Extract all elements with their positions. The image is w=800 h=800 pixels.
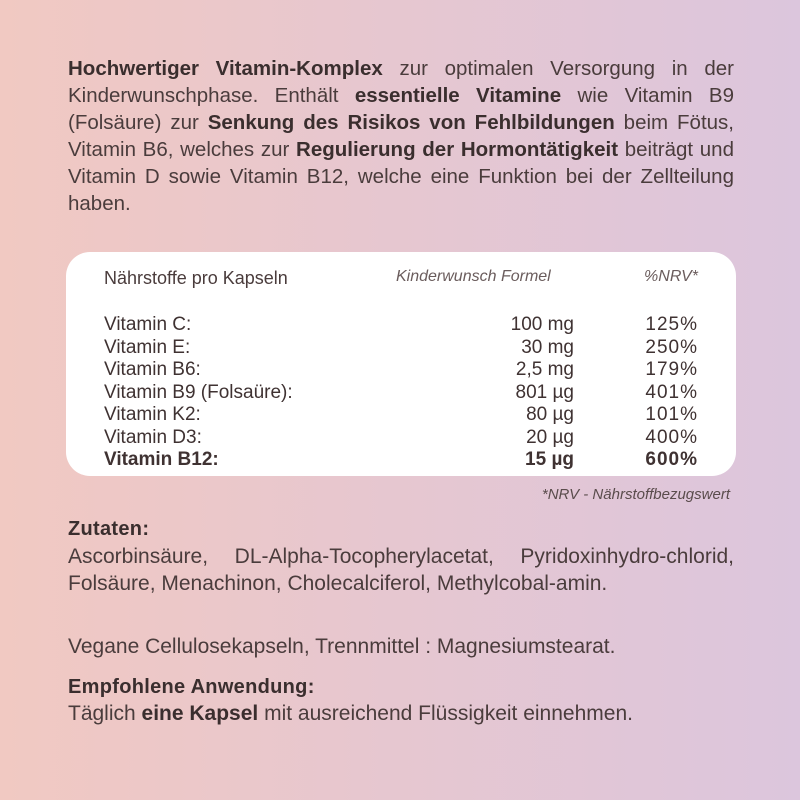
intro-paragraph [68,55,734,217]
nutrient-name: Vitamin B6: [104,359,201,380]
nutrient-amount: 100 mg [510,314,574,335]
usage-text-2: mit ausreichend Flüssigkeit einnehmen. [258,702,633,725]
nutrient-table [66,252,736,476]
ingredients-heading: Zutaten: [68,518,150,540]
nutrient-amount: 20 µg [526,426,574,448]
intro-text-4: beiträgt und Vitamin D sowie Vitamin B12, welche eine Funktion bei der Zellteilung haben. [68,138,734,215]
nutrient-nrv: 125% [645,314,698,335]
table-row [104,404,698,427]
intro-text-1: zur optimalen Versorgung in der Kinderwunschphase. Enthält [68,57,734,107]
table-rows [104,314,698,472]
nutrient-name: Vitamin C: [104,314,192,335]
nutrient-name: Vitamin B9 (Folsaüre): [104,381,293,403]
nutrient-amount: 15 µg [525,449,574,470]
nutrient-nrv: 400% [645,426,698,448]
table-header-formula: Kinderwunsch Formel [396,268,551,285]
nutrient-amount: 30 mg [521,336,574,358]
intro-bold-4: Regulierung der Hormontätigkeit [296,138,619,161]
nutrient-amount: 2,5 mg [515,359,574,380]
table-row [104,449,698,472]
intro-bold-1: Hochwertiger Vitamin-Komplex [68,57,383,80]
ingredients-text: Ascorbinsäure, DL-Alpha-Tocopherylacetat, Pyridoxinhydro-chlorid, Folsäure, Menachinon, Cholecalciferol, Methylcobal-amin. [68,545,734,595]
table-header-nutrients: Nährstoffe pro Kapseln [104,268,288,288]
nutrient-amount: 80 µg [526,404,574,425]
nutrient-nrv: 101% [645,404,698,425]
usage-text-1: Täglich [68,702,142,725]
nutrient-nrv: 179% [645,359,698,380]
nutrient-name: Vitamin B12: [104,449,219,470]
nutrient-name: Vitamin E: [104,336,191,358]
nutrient-name: Vitamin K2: [104,404,201,425]
intro-text-2: wie Vitamin B9 (Folsäure) zur [68,84,734,134]
capsule-text: Vegane Cellulosekapseln, Trennmittel : Magnesiumstearat. [68,635,616,658]
intro-text-3: beim Fötus, Vitamin B6, welches zur [68,111,734,161]
nutrient-name: Vitamin D3: [104,426,202,448]
table-row [104,382,698,405]
nutrient-nrv: 600% [645,449,698,470]
nutrient-nrv: 401% [645,381,698,403]
intro-bold-3: Senkung des Risikos von Fehlbildungen [207,111,615,134]
usage-heading: Empfohlene Anwendung: [68,676,315,698]
table-row [104,314,698,337]
intro-bold-2: essentielle Vitamine [354,84,562,107]
nrv-footnote: *NRV - Nährstoffbezugswert [541,486,730,503]
nutrient-amount: 801 µg [515,381,574,403]
table-header-nrv: %NRV* [644,268,698,285]
table-row [104,337,698,360]
usage-text [68,700,734,727]
table-row [104,359,698,382]
usage-bold: eine Kapsel [141,702,259,725]
nutrient-nrv: 250% [645,336,698,358]
table-row [104,427,698,450]
